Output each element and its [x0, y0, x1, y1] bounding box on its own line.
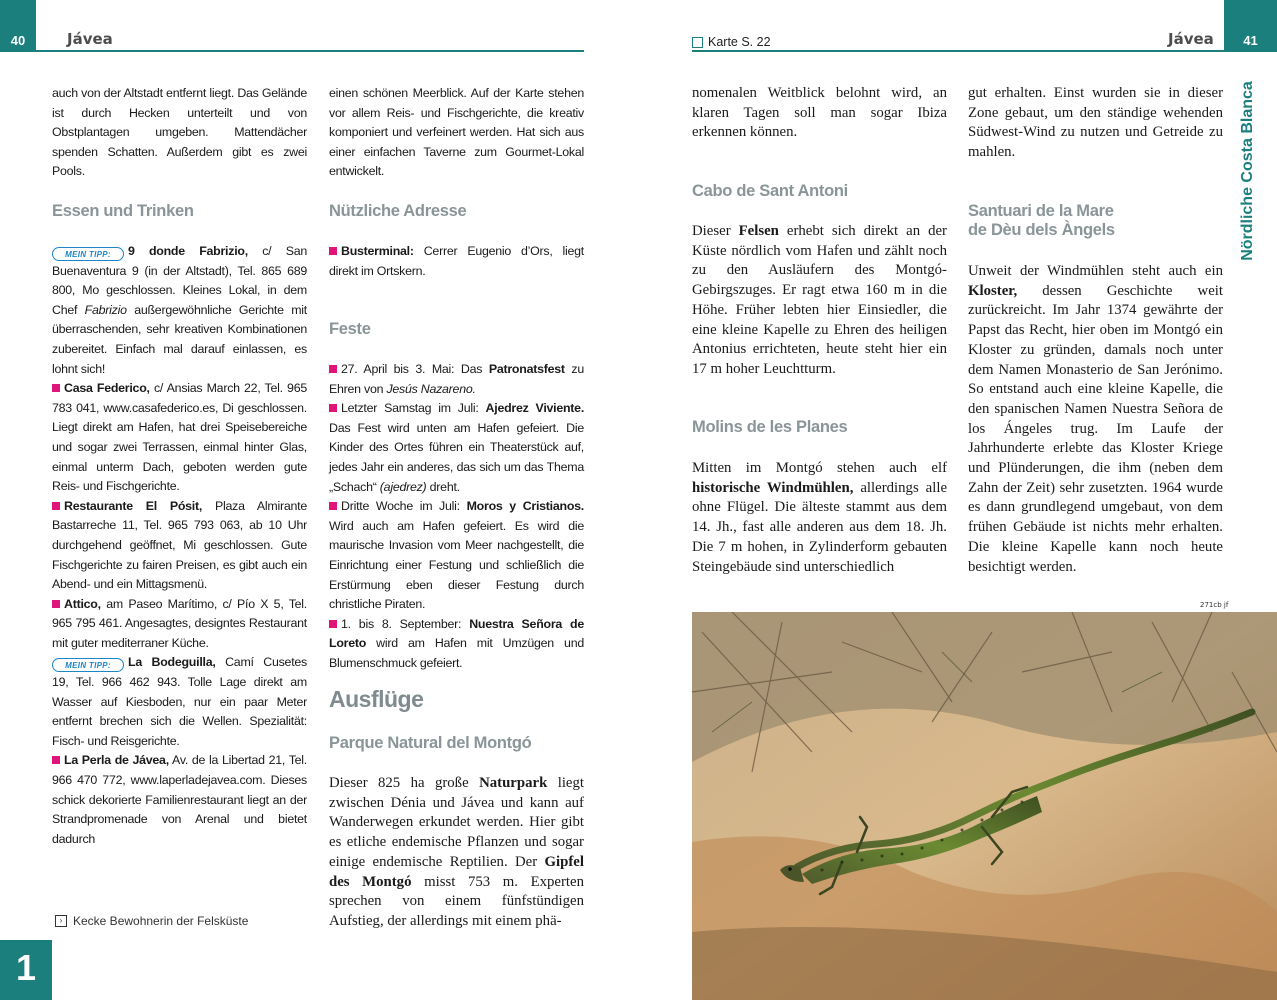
- side-label: Nördliche Costa Blanca: [1239, 80, 1256, 261]
- feste-list: [329, 360, 584, 674]
- heading-ausfluege: Ausflüge: [329, 686, 424, 712]
- pink-square-bullet-icon: [329, 247, 337, 255]
- header-rule-right: [692, 50, 1277, 52]
- heading-santuari: Santuari de la Mare de Dèu dels Àngels: [968, 202, 1115, 239]
- heading-essen: Essen und Trinken: [52, 202, 194, 220]
- map-reference: Karte S. 22: [692, 35, 771, 49]
- running-header-left: Jávea: [67, 30, 113, 48]
- heading-adresse: Nützliche Adresse: [329, 202, 467, 220]
- entry-posit: Restaurante El Pósit, Plaza Almirante Bastarreche 11, Tel. 965 793 063, ab 10 Uhr durchgehend geöffnet, Mi geschlossen. Gute Fischgerichte zu fairen Preisen, es gibt auch ein Abend- und ein Mittagsmenü.: [52, 498, 307, 592]
- heading-feste: Feste: [329, 320, 371, 338]
- column-1: [52, 84, 307, 182]
- pink-square-bullet-icon: [329, 502, 337, 510]
- fest-2: Letzter Samstag im Juli: Ajedrez Viviente. Das Fest wird unten am Hafen gefeiert. Die Kinder des Ortes führen ein Theaterstück auf, jedes Jahr ein anderes, das sich um das Thema „Schach“ (ajedrez) dreht.: [329, 401, 585, 494]
- column-2: [329, 84, 584, 182]
- fest-1: 27. April bis 3. Mai: Das Patronatsfest zu Ehren von Jesús Nazareno.: [329, 362, 585, 396]
- montgo-text: Dieser 825 ha große Naturpark liegt zwischen Dénia und Jávea und kann auf Wanderwegen erkundet werden. Hier gibt es etliche endemische Pflanzen und sogar einige endemische Reptilien. Der Gipfel des Montgó misst 753 m. Experten sprechen von einem fünfstündigen Aufstieg, der allerdings mit einem phä-: [329, 775, 585, 929]
- page-number-left: 40: [0, 0, 36, 52]
- arrow-box-icon: ›: [55, 915, 67, 927]
- entry-bodeguilla: MEIN TIPP: La Bodeguilla, Camí Cusetes 19, Tel. 966 462 943. Tolle Lage direkt am Wasser auf Kiesboden, nur ein paar Meter entfernt brechen sich die Wellen. Spezialität: Fisch- und Reisgerichte.: [52, 655, 307, 748]
- pink-square-bullet-icon: [329, 404, 337, 412]
- entry-fabrizio: MEIN TIPP: 9 donde Fabrizio, c/ San Buenaventura 9 (in der Altstadt), Tel. 865 689 800, Mo geschlossen. Kleines Lokal, in dem Chef Fabrizio außergewöhnliche Gerichte mit überraschenden, sehr kreativen Kombinationen zubereitet. Einfach mal darauf einlassen, es lohnt sich!: [52, 244, 307, 376]
- santuari-text: Unweit der Windmühlen steht auch ein Kloster, dessen Geschichte weit zurückreicht. Im Jahr 1374 gewährte der Papst das Recht, hier oben im Montgó ein Kloster zu gründen, damals noch unter dem Namen Monasterio de San Jerónimo. So entstand auch eine kleine Kapelle, die den spanischen Namen Nuestra Señora de los Ángeles trug. Im Laufe der Jahrhunderte erlebte das Kloster Kriege und Plünderungen, die ihm (neben dem Zahn der Zeit) sehr zusetzten. 1964 wurde es dann grundlegend umgebaut, von dem frühen Gebäude ist nichts mehr erhalten. Die kleine Kapelle kann noch heute besichtigt werden.: [968, 263, 1224, 575]
- header-rule-left: [0, 50, 584, 52]
- column-3: nomenalen Weitblick belohnt wird, an klaren Tagen soll man sogar Ibiza erkennen können.: [692, 85, 947, 141]
- heading-cabo: Cabo de Sant Antoni: [692, 182, 848, 200]
- page-number-right: 41: [1224, 0, 1277, 52]
- pink-square-bullet-icon: [52, 502, 60, 510]
- lizard-photo: [692, 612, 1277, 1000]
- mein-tipp-badge-icon: MEIN TIPP:: [52, 658, 124, 672]
- pink-square-bullet-icon: [52, 756, 60, 764]
- pink-square-bullet-icon: [329, 365, 337, 373]
- map-box-icon: [692, 37, 703, 48]
- pink-square-bullet-icon: [52, 384, 60, 392]
- mein-tipp-badge-icon: MEIN TIPP:: [52, 247, 124, 261]
- photo-code: 271cb jf: [1200, 601, 1229, 609]
- fest-3: Dritte Woche im Juli: Moros y Cristianos. Wird auch am Hafen gefeiert. Es wird die maurische Invasion vom Meer nachgestellt, die Einrichtung einer Festung und schließlich die Erstürmung eben dieser Festung durch christliche Piraten.: [329, 499, 584, 612]
- column-4: gut erhalten. Einst wurden sie in dieser Zone gebaut, um den ständige wehenden Südwest-Wind zu nutzen und Getreide zu mahlen.: [968, 85, 1223, 161]
- photo-reference: › Kecke Bewohnerin der Felsküste: [55, 914, 248, 928]
- entry-federico: Casa Federico, c/ Ansias March 22, Tel. 965 783 041, www.casafederico.es, Di geschlossen. Liegt direkt am Hafen, hat drei Speisebereiche und sogar zwei Terrassen, einmal hinter Glas, einmal unterm Dach, geboten werden gute Reis- und Fischgerichte.: [52, 381, 307, 494]
- pink-square-bullet-icon: [52, 600, 60, 608]
- chapter-tab: 1: [0, 940, 52, 1000]
- col2-intro: einen schönen Meerblick. Auf der Karte stehen vor allem Reis- und Fischgerichte, die kreativ komponiert und verfeinert werden. Hat sich aus einer einfachen Taverne zum Gourmet-Lokal entwickelt.: [329, 86, 584, 179]
- entry-perla: La Perla de Jávea, Av. de la Libertad 21, Tel. 966 470 772, www.laperladejavea.com. Dieses schick dekorierte Familienrestaurant liegt an der Strandpromenade von Arenal und bietet dadurch: [52, 753, 307, 846]
- cabo-text: Dieser Felsen erhebt sich direkt an der Küste nördlich vom Hafen und zählt noch zu den Ausläufern des Montgó-Gebirgszuges. Er ragt etwa 160 m in die Höhe. Früher lebten hier Einsiedler, die eine kleine Kapelle zu Ehren des heiligen Antonius errichteten, heute steht hier ein 17 m hoher Leuchtturm.: [692, 223, 947, 377]
- heading-molins: Molins de les Planes: [692, 418, 848, 436]
- entry-attico: Attico, am Paseo Marítimo, c/ Pío X 5, Tel. 965 795 461. Angesagtes, designtes Restaurant mit guter mediterraner Küche.: [52, 596, 307, 650]
- col1-intro: auch von der Altstadt entfernt liegt. Das Gelände ist durch Hecken unterteilt und von Obstplantagen umgeben. Mattendächer spenden Schatten. Außerdem gibt es zwei Pools.: [52, 86, 307, 179]
- running-header-right: Jávea: [1168, 30, 1214, 48]
- heading-montgo: Parque Natural del Montgó: [329, 734, 532, 752]
- pink-square-bullet-icon: [329, 620, 337, 628]
- restaurant-list: [52, 242, 307, 849]
- molins-text: Mitten im Montgó stehen auch elf historische Windmühlen, allerdings alle ohne Flügel. Die älteste stammt aus dem 14. Jh., fast alle anderen aus dem 18. Jh. Die 7 m hohen, in Zylinderform gebauten Steingebäude sind unterschiedlich: [692, 460, 948, 575]
- fest-4: 1. bis 8. September: Nuestra Señora de Loreto wird am Hafen mit Umzügen und Blumenschmuck gefeiert.: [329, 616, 584, 670]
- adresse-block: Busterminal: Cerrer Eugenio d’Ors, liegt direkt im Ortskern.: [329, 244, 585, 278]
